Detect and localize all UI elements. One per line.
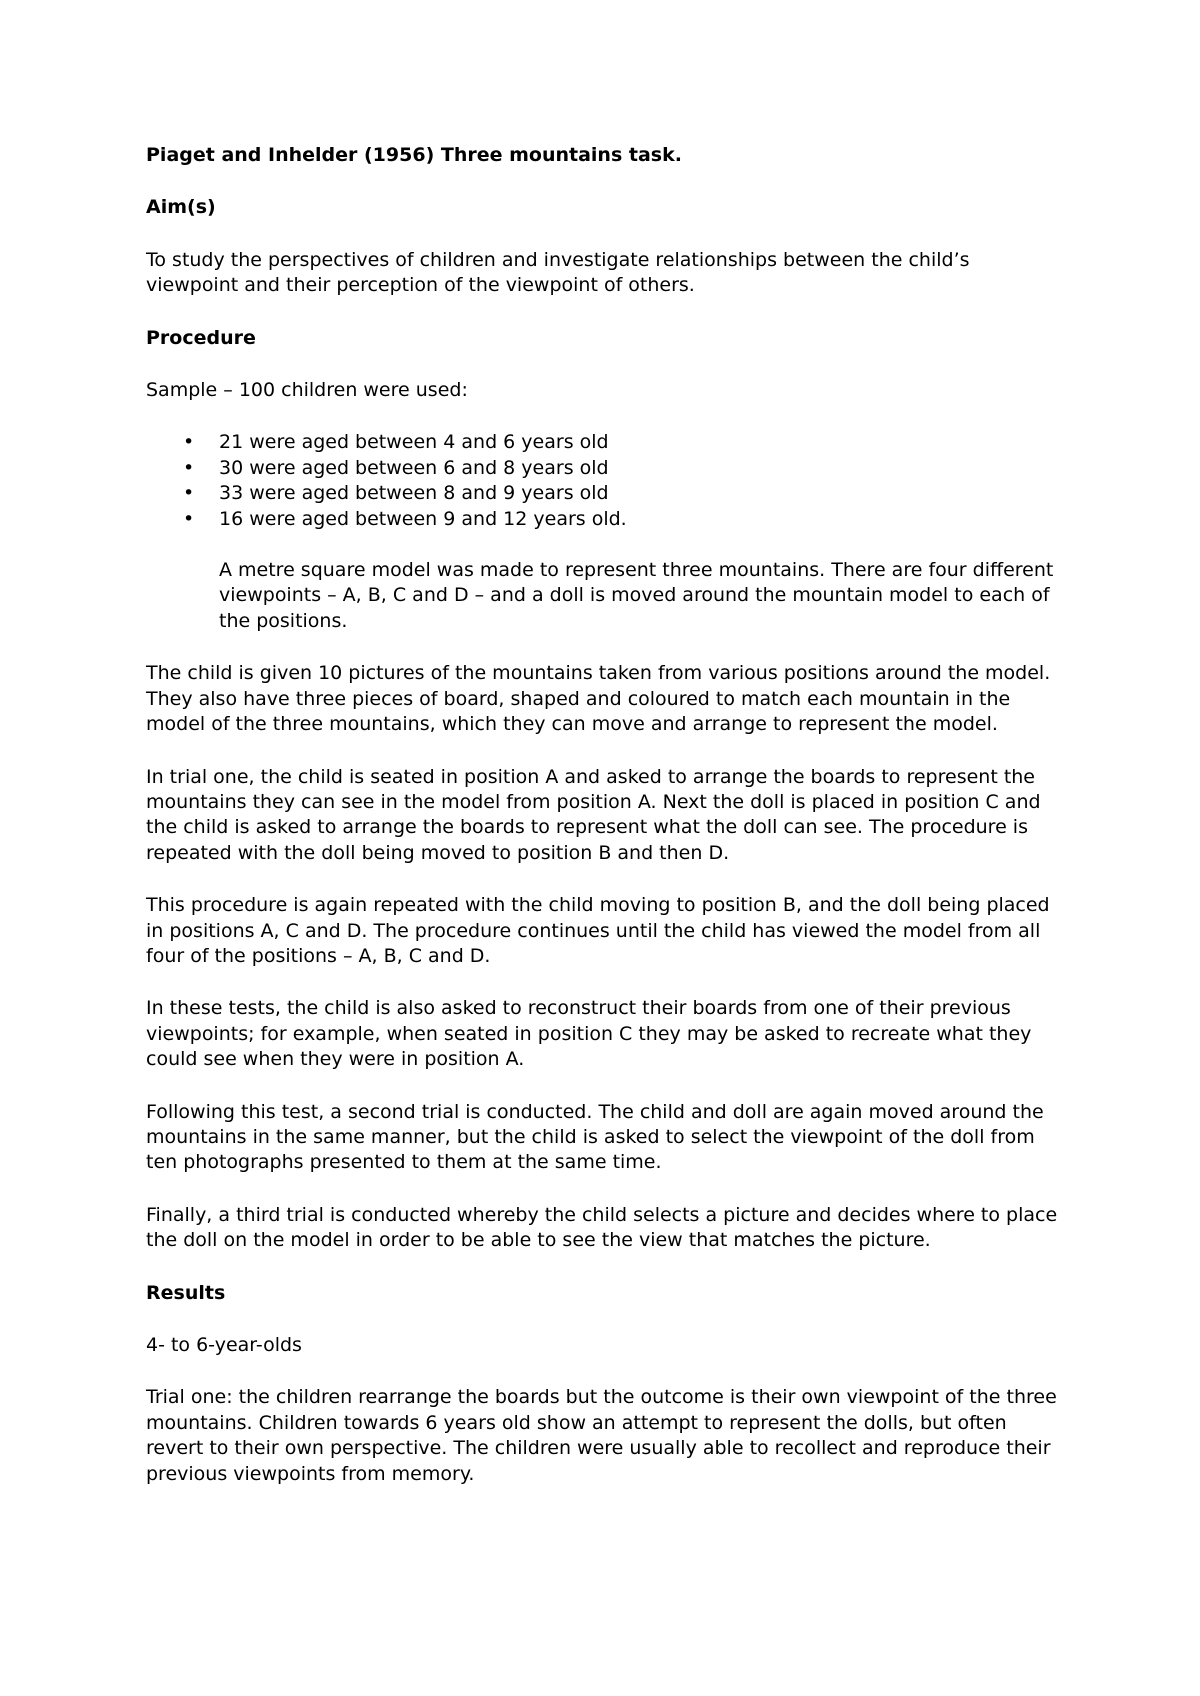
bullet-icon: • bbox=[183, 431, 195, 454]
results-paragraph: Trial one: the children rearrange the boards but the outcome is their own viewpoint of the three mountains. Children towards 6 years old show an attempt to represent the dolls, but often revert to their own perspective. The children were usually able to recollect and reproduce their previous viewpoints from memory. bbox=[146, 1386, 1057, 1485]
bullet-icon: • bbox=[183, 507, 195, 530]
list-item bbox=[146, 481, 1066, 506]
list-item bbox=[146, 456, 1066, 481]
results-heading: Results bbox=[146, 1281, 226, 1304]
model-paragraph: A metre square model was made to represent three mountains. There are four different viewpoints – A, B, C and D – and a doll is moved around the mountain model to each of the positions. bbox=[219, 559, 1054, 632]
document-page bbox=[146, 143, 1066, 1514]
sample-intro: Sample – 100 children were used: bbox=[146, 379, 468, 402]
bullet-icon: • bbox=[183, 456, 195, 479]
procedure-paragraph: In trial one, the child is seated in position A and asked to arrange the boards to represent the mountains they can see in the model from position A. Next the doll is placed in position C and the child is asked to arrange the boards to represent what the doll can see. The procedure is repeated with the doll being moved to position B and then D. bbox=[146, 765, 1041, 864]
results-subheading: 4- to 6-year-olds bbox=[146, 1334, 302, 1356]
sample-list bbox=[146, 430, 1066, 532]
document-title: Piaget and Inhelder (1956) Three mountains task. bbox=[146, 144, 682, 166]
procedure-paragraph: Following this test, a second trial is conducted. The child and doll are again moved around the mountains in the same manner, but the child is asked to select the viewpoint of the doll from ten photographs presented to them at the same time. bbox=[146, 1100, 1044, 1174]
list-item-text: 16 were aged between 9 and 12 years old. bbox=[219, 507, 627, 530]
list-item-text: 33 were aged between 8 and 9 years old bbox=[219, 482, 609, 505]
list-item bbox=[146, 507, 1066, 532]
list-item-text: 30 were aged between 6 and 8 years old bbox=[219, 456, 609, 479]
aim-heading: Aim(s) bbox=[146, 196, 216, 219]
procedure-paragraph: This procedure is again repeated with the child moving to position B, and the doll being placed in positions A, C and D. The procedure continues until the child has viewed the model from all four of the positions – A, B, C and D. bbox=[146, 894, 1050, 967]
procedure-heading: Procedure bbox=[146, 326, 256, 349]
list-item-text: 21 were aged between 4 and 6 years old bbox=[219, 431, 609, 454]
aim-paragraph: To study the perspectives of children and investigate relationships between the child’s viewpoint and their perception of the viewpoint of others. bbox=[146, 248, 970, 297]
bullet-icon: • bbox=[183, 482, 195, 505]
procedure-paragraph: In these tests, the child is also asked to reconstruct their boards from one of their previous viewpoints; for example, when seated in position C they may be asked to recreate what they could see when they were in position A. bbox=[146, 997, 1032, 1071]
procedure-paragraph: The child is given 10 pictures of the mountains taken from various positions around the model. They also have three pieces of board, shaped and coloured to match each mountain in the model of the three mountains, which they can move and arrange to represent the model. bbox=[146, 662, 1051, 736]
list-item bbox=[146, 430, 1066, 455]
procedure-paragraph: Finally, a third trial is conducted whereby the child selects a picture and decides where to place the doll on the model in order to be able to see the view that matches the picture. bbox=[146, 1203, 1058, 1252]
